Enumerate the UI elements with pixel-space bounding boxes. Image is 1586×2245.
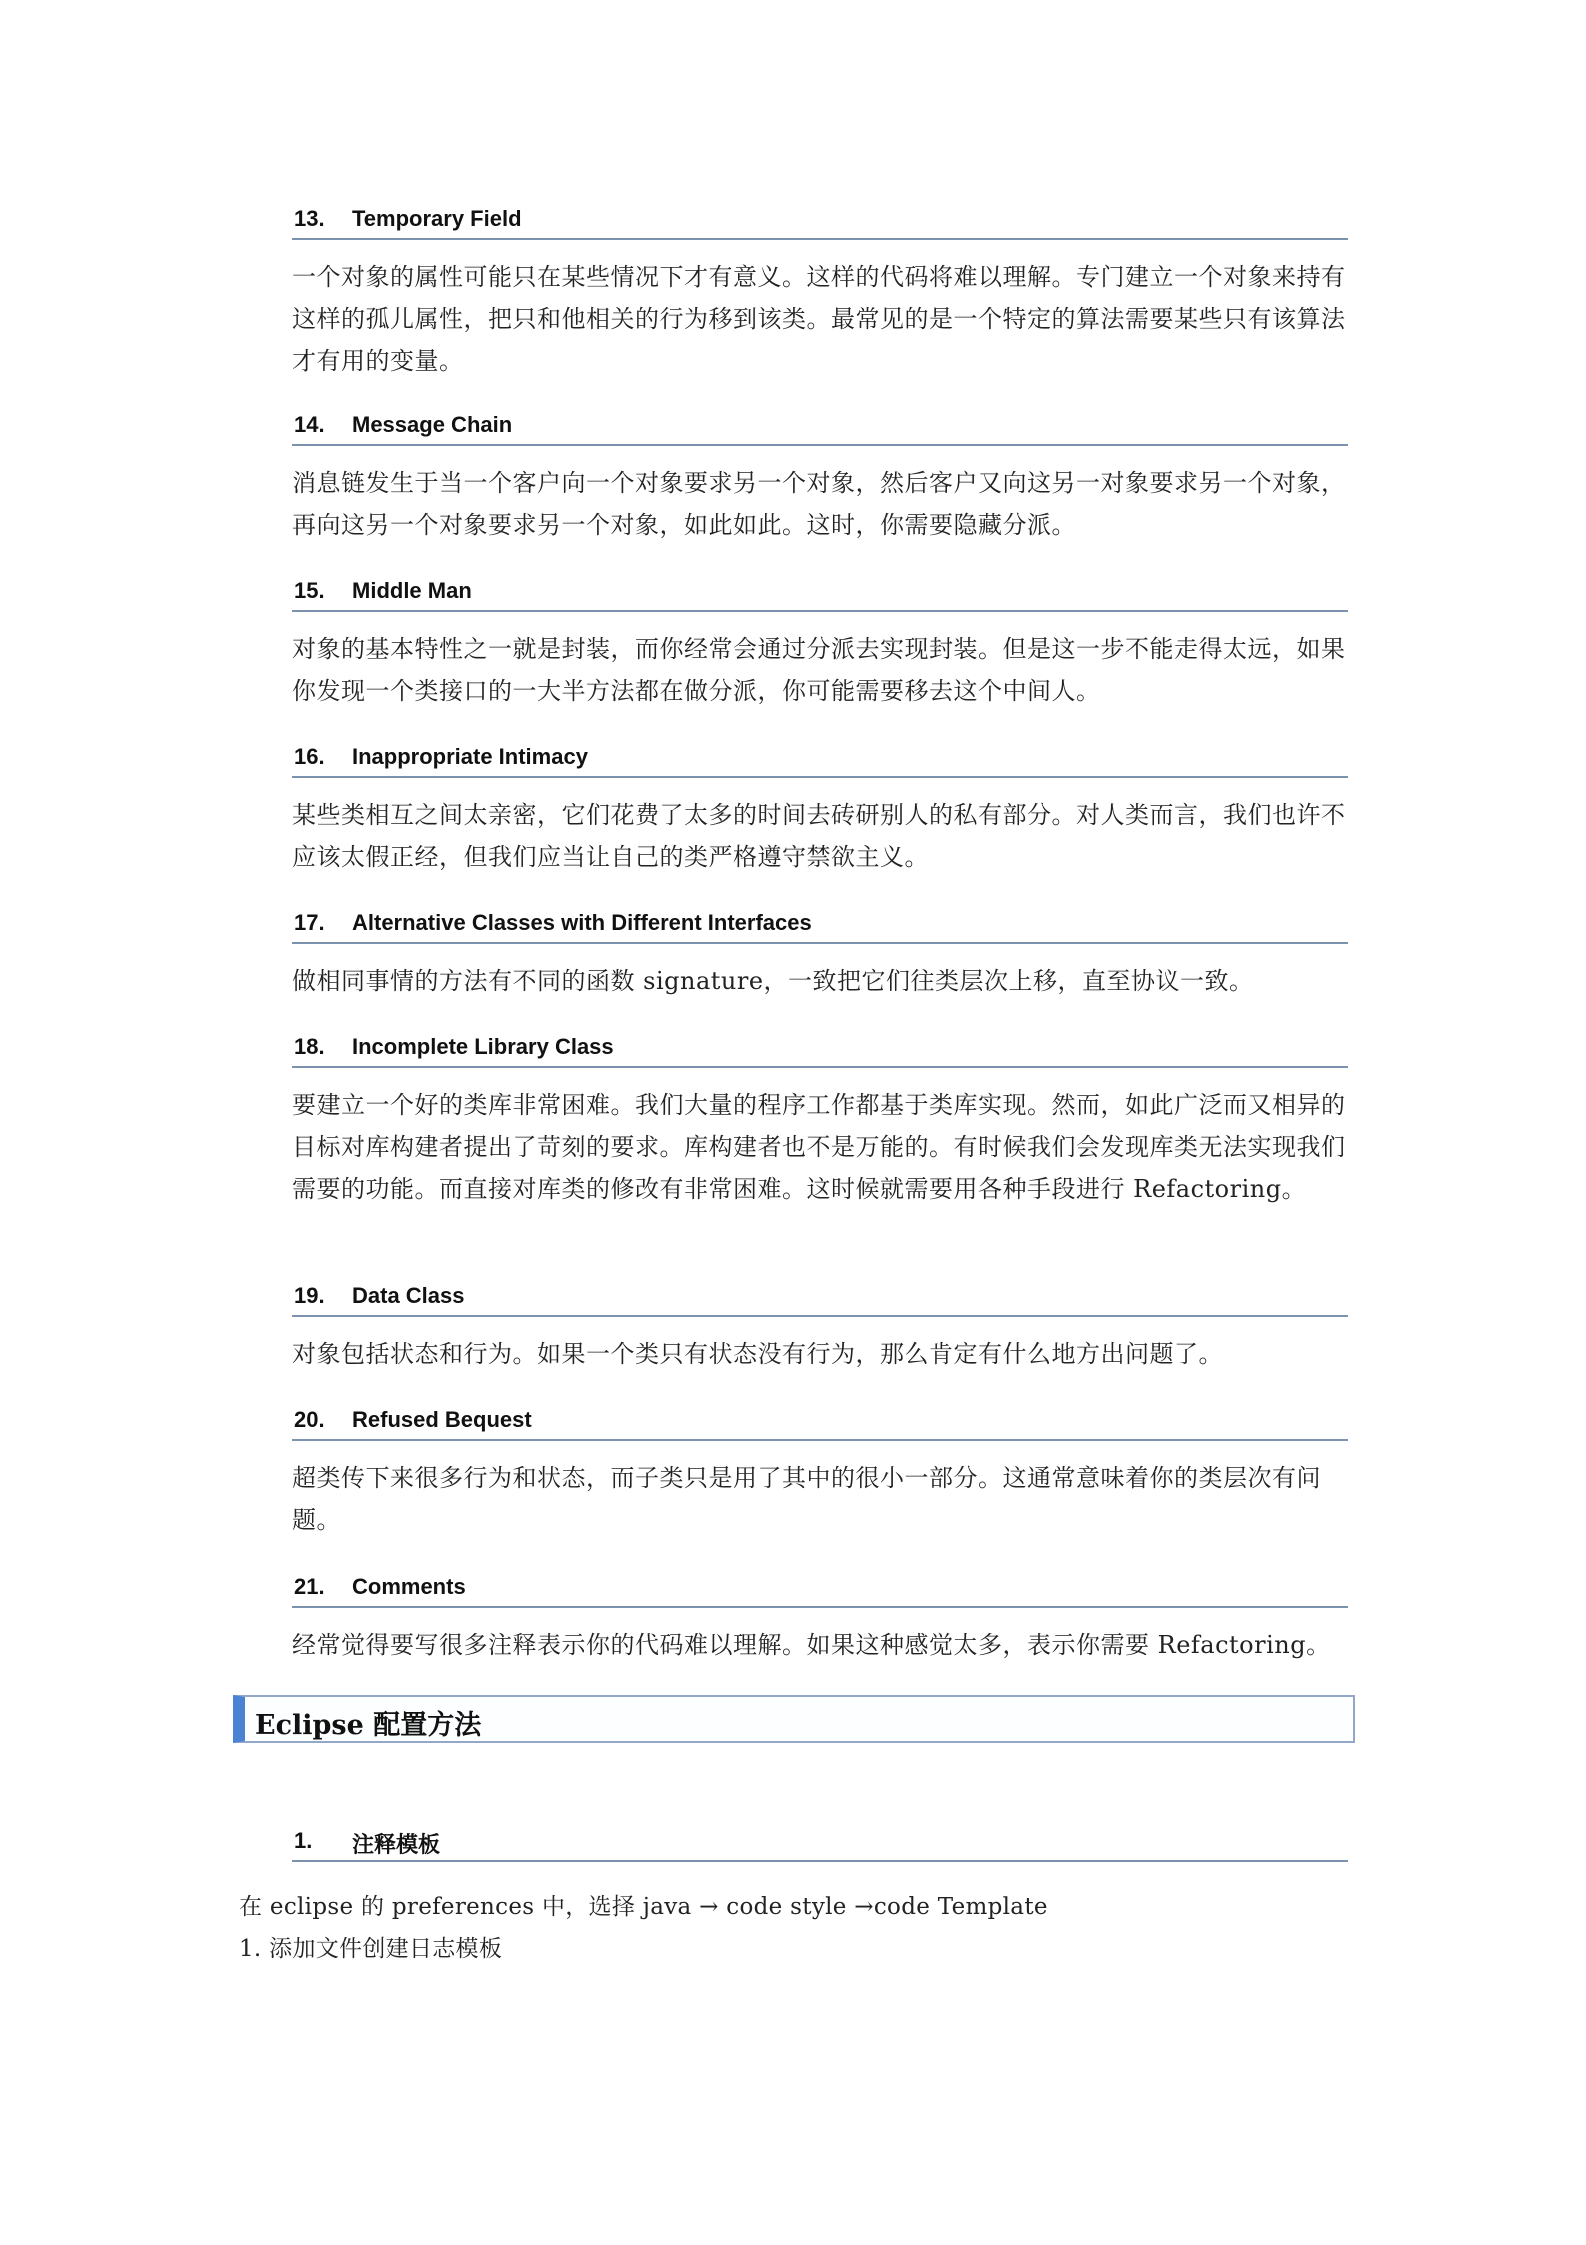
chapter-heading-box: [233, 1695, 1355, 1743]
section-body: 要建立一个好的类库非常困难。我们大量的程序工作都基于类库实现。然而，如此广泛而又相异的目标对库构建者提出了苛刻的要求。库构建者也不是万能的。有时候我们会发现库类无法实现我们需要的功能。而直接对库类的修改有非常困难。这时候就需要用各种手段进行 Refactoring。: [292, 1091, 1346, 1203]
section-number: 15.: [294, 578, 325, 603]
section-heading: [292, 904, 1348, 944]
section-body: 经常觉得要写很多注释表示你的代码难以理解。如果这种感觉太多，表示你需要 Refactoring。: [292, 1631, 1331, 1659]
section-body: 一个对象的属性可能只在某些情况下才有意义。这样的代码将难以理解。专门建立一个对象来持有这样的孤儿属性，把只和他相关的行为移到该类。最常见的是一个特定的算法需要某些只有该算法才有用的变量。: [292, 263, 1346, 375]
section-refused-bequest: [292, 1401, 1348, 1541]
section-number: 21.: [294, 1574, 325, 1599]
subsection-comment-template: [292, 1822, 1348, 1862]
chapter-title: Eclipse 配置方法: [255, 1710, 482, 1741]
section-number: 17.: [294, 910, 325, 935]
section-title: Comments: [352, 1574, 466, 1599]
subsection-number: 1.: [294, 1828, 313, 1853]
section-number: 13.: [294, 206, 325, 231]
section-title: Middle Man: [352, 578, 472, 603]
section-heading: [292, 1568, 1348, 1608]
section-data-class: [292, 1277, 1348, 1375]
section-title: Inappropriate Intimacy: [352, 744, 588, 769]
section-alternative-classes: [292, 904, 1348, 1002]
section-number: 19.: [294, 1283, 325, 1308]
section-number: 20.: [294, 1407, 325, 1432]
section-body: 消息链发生于当一个客户向一个对象要求另一个对象，然后客户又向这另一对象要求另一个对象，再向这另一个对象要求另一个对象，如此如此。这时，你需要隐藏分派。: [292, 469, 1346, 539]
section-heading: [292, 200, 1348, 240]
section-heading: [292, 406, 1348, 446]
subsection-title: 注释模板: [352, 1832, 441, 1857]
section-number: 16.: [294, 744, 325, 769]
instruction-step-line: 1. 添加文件创建日志模板: [239, 1936, 503, 1962]
section-heading: [292, 572, 1348, 612]
section-number: 18.: [294, 1034, 325, 1059]
section-incomplete-library-class: [292, 1028, 1348, 1210]
section-body: 对象包括状态和行为。如果一个类只有状态没有行为，那么肯定有什么地方出问题了。: [292, 1340, 1223, 1368]
section-heading: [292, 1277, 1348, 1317]
section-title: Refused Bequest: [352, 1407, 532, 1432]
section-heading: [292, 738, 1348, 778]
section-title: Incomplete Library Class: [352, 1034, 614, 1059]
subsection-heading: [292, 1822, 1348, 1862]
section-middle-man: [292, 572, 1348, 712]
section-heading: [292, 1028, 1348, 1068]
section-body: 做相同事情的方法有不同的函数 signature，一致把它们往类层次上移，直至协议一致。: [292, 967, 1254, 995]
section-number: 14.: [294, 412, 325, 437]
section-title: Message Chain: [352, 412, 513, 437]
section-body: 某些类相互之间太亲密，它们花费了太多的时间去砖研别人的私有部分。对人类而言，我们也许不应该太假正经，但我们应当让自己的类严格遵守禁欲主义。: [292, 801, 1346, 871]
section-body: 超类传下来很多行为和状态，而子类只是用了其中的很小一部分。这通常意味着你的类层次有问题。: [292, 1464, 1321, 1534]
section-body: 对象的基本特性之一就是封装，而你经常会通过分派去实现封装。但是这一步不能走得太远，如果你发现一个类接口的一大半方法都在做分派，你可能需要移去这个中间人。: [292, 635, 1346, 705]
section-title: Temporary Field: [352, 206, 522, 231]
section-comments: [292, 1568, 1348, 1666]
section-message-chain: [292, 406, 1348, 546]
section-heading: [292, 1401, 1348, 1441]
section-temporary-field: [292, 200, 1348, 382]
section-title: Data Class: [352, 1283, 465, 1308]
instruction-path-line: 在 eclipse 的 preferences 中，选择 java → code style →code Template: [239, 1894, 1048, 1920]
section-title: Alternative Classes with Different Interfaces: [352, 910, 812, 935]
section-inappropriate-intimacy: [292, 738, 1348, 878]
